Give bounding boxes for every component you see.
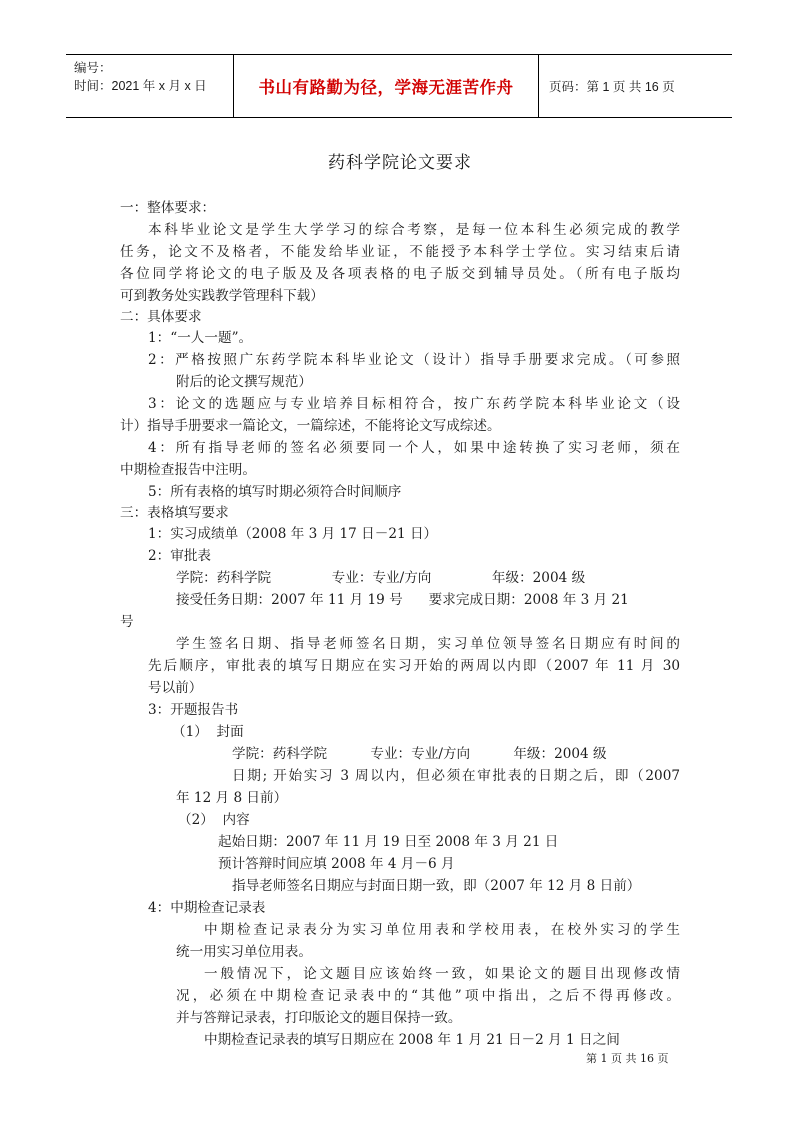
body-line: 计）指导手册要求一篇论文，一篇综述，不能将论文写成综述。 [120,418,501,434]
body-line: 号以前） [148,680,203,696]
header-motto: 书山有路勤为径，学海无涯苦作舟 [233,55,539,117]
body-line: 统一用实习单位用表。 [176,944,312,960]
list-item: 2：审批表 [148,548,212,564]
form-field-line: 学院：药科学院 专业：专业/方向 年级：2004 级 [232,746,607,762]
body-line: 并与答辩记录表，打印版论文的题目保持一致。 [176,1010,462,1026]
header-page-info: 页码：第 1 页 共 16 页 [549,80,675,94]
document-title: 药科学院论文要求 [328,153,472,173]
body-line: 中期检查记录表的填写日期应在 2008 年 1 月 21 日－2 月 1 日之间 [204,1032,620,1048]
body-line: 本科毕业论文是学生大学学习的综合考察，是每一位本科生必须完成的教学 [148,222,680,238]
body-line: 中期检查记录表分为实习单位用表和学校用表，在校外实习的学生 [204,922,680,938]
list-item: 3：论文的选题应与专业培养目标相符合，按广东药学院本科毕业论文（设 [148,396,680,412]
body-line: 各位同学将论文的电子版及及各项表格的电子版交到辅导员处。（所有电子版均 [120,266,680,282]
section-heading-1: 一：整体要求： [120,200,216,216]
body-line: 况，必须在中期检查记录表中的“其他”项中指出，之后不得再修改。 [176,988,680,1004]
body-line: 附后的论文撰写规范） [176,374,312,390]
body-line: 先后顺序，审批表的填写日期应在实习开始的两周以内即（2007 年 11 月 30 [148,658,680,674]
list-item: 4：所有指导老师的签名必须要同一个人，如果中途转换了实习老师，须在 [148,440,680,456]
list-item: 1：“一人一题”。 [148,330,253,346]
header-table [66,54,732,118]
page-footer: 第 1 页 共 16 页 [586,1052,669,1065]
body-line: 日期; 开始实习 3 周以内，但必须在审批表的日期之后，即（2007 [232,768,680,784]
body-line: 起始日期：2007 年 11 月 19 日至 2008 年 3 月 21 日 [218,834,559,850]
header-number-label: 编号： [74,61,112,75]
section-heading-2: 二：具体要求 [120,309,202,325]
body-line: 可到教务处实践教学管理科下载） [120,288,324,304]
form-field-line: 学院：药科学院 专业：专业/方向 年级：2004 级 [176,570,586,586]
list-item: 5：所有表格的填写时期必须符合时间顺序 [148,484,402,500]
form-field-line: 接受任务日期：2007 年 11 月 19 号 要求完成日期：2008 年 3 月 21 [176,592,629,608]
list-item: 4：中期检查记录表 [148,900,266,916]
body-line: 年 12 月 8 日前） [176,790,288,806]
list-item: 1：实习成绩单（2008 年 3 月 17 日－21 日） [148,526,438,542]
body-line: 学生签名日期、指导老师签名日期，实习单位领导签名日期应有时间的 [176,636,680,652]
list-item: 2：严格按照广东药学院本科毕业论文（设计）指导手册要求完成。（可参照 [148,352,680,368]
body-line: 一般情况下，论文题目应该始终一致，如果论文的题目出现修改情 [204,966,680,982]
sub-item: （1） 封面 [172,724,244,740]
sub-item: （2） 内容 [178,812,250,828]
body-line: 指导老师签名日期应与封面日期一致，即（2007 年 12 月 8 日前） [232,878,641,894]
list-item: 3：开题报告书 [148,702,239,718]
body-line: 预计答辩时间应填 2008 年 4 月－6 月 [218,856,455,872]
section-heading-3: 三：表格填写要求 [120,505,229,521]
body-line: 中期检查报告中注明。 [120,462,256,478]
body-line: 任务，论文不及格者，不能发给毕业证，不能授予本科学士学位。实习结束后请 [120,244,680,260]
header-time-label: 时间：2021 年 x 月 x 日 [74,79,207,93]
body-line: 号 [120,614,134,630]
header-meta [66,55,233,117]
